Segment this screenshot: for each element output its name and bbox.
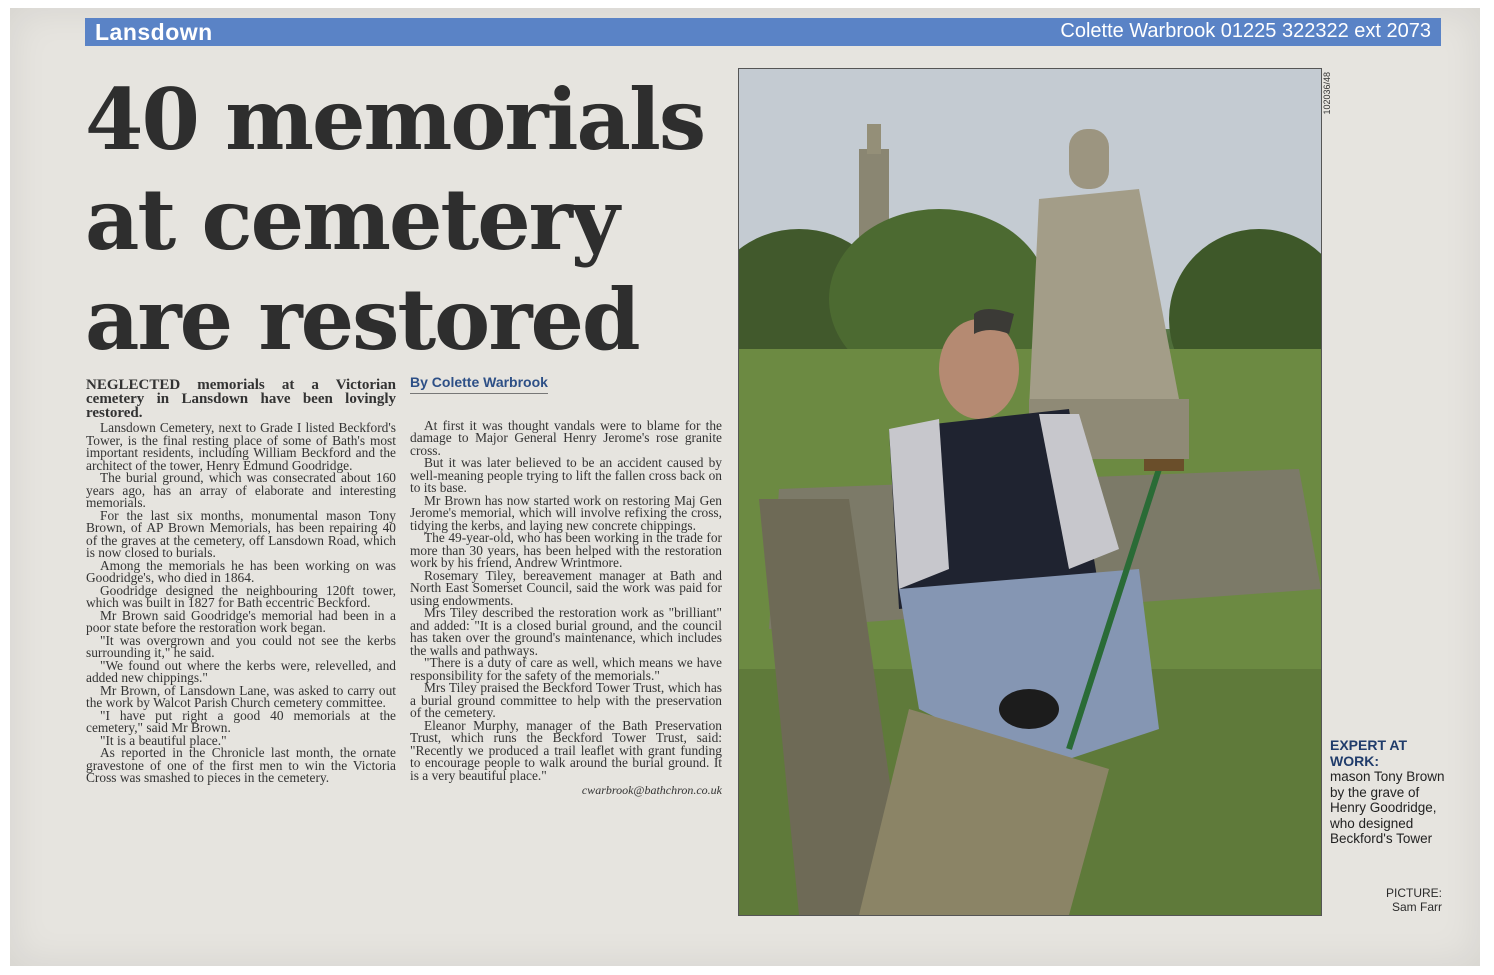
paragraph: "I have put right a good 40 memorials at the cemetery," said Mr Brown. <box>86 707 396 735</box>
headline-line-1: 40 memorials <box>85 70 705 169</box>
section-banner <box>85 18 1441 46</box>
paragraph: Mr Brown said Goodridge's memorial had been in a poor state before the restoration work began. <box>86 607 396 635</box>
article-column-1 <box>86 378 396 785</box>
paragraph: "It is a beautiful place." <box>100 732 227 748</box>
credit-label: PICTURE: <box>1385 886 1442 900</box>
paragraph: Mr Brown has now started work on restoring Maj Gen Jerome's memorial, which will involve refixing the cross, tidying the kerbs, and laying new concrete chippings. <box>410 492 722 533</box>
paragraph: Among the memorials he has been working on was Goodridge's, who died in 1864. <box>86 557 396 585</box>
paragraph: The 49-year-old, who has been working in the trade for more than 30 years, has been helped with the restoration work by his friend, Andrew Wrintmore. <box>410 530 722 570</box>
paragraph: "We found out where the kerbs were, relevelled, and added new chippings." <box>86 657 396 685</box>
paragraph: Eleanor Murphy, manager of the Bath Preservation Trust, which runs the Beckford Tower Trust, said: "Recently we produced a trail leaflet with grant funding to encourage people to walk around the burial ground. It is a very beautiful place." <box>410 717 722 783</box>
photo-caption <box>1330 738 1445 847</box>
caption-title: EXPERT AT WORK: <box>1330 737 1408 769</box>
reporter-contact: Colette Warbrook 01225 322322 ext 2073 <box>1060 20 1431 42</box>
paragraph: The burial ground, which was consecrated about 160 years ago, has an array of elaborate and interesting memorials. <box>86 470 396 510</box>
paragraph: Goodridge designed the neighbouring 120ft tower, which was built in 1827 for Bath eccentric Beckford. <box>86 582 396 610</box>
headline-line-3: are restored <box>85 270 639 369</box>
reporter-email: cwarbrook@bathchron.co.uk <box>581 783 722 797</box>
paragraph: Mr Brown, of Lansdown Lane, was asked to carry out the work by Walcot Parish Church cemetery committee. <box>86 682 396 710</box>
photo-illustration <box>739 69 1321 915</box>
headline-line-2: at cemetery <box>85 170 618 269</box>
credit-name: Sam Farr <box>1391 900 1442 914</box>
paragraph: Mrs Tiley praised the Beckford Tower Trust, which has a burial ground committee to help with the preservation of the cemetery. <box>410 680 722 720</box>
paragraph: At first it was thought vandals were to blame for the damage to Major General Henry Jerome's rose granite cross. <box>410 417 722 458</box>
paragraph: For the last six months, monumental mason Tony Brown, of AP Brown Memorials, has been repairing 40 of the graves at the cemetery, off Lansdown Road, which is now closed to burials. <box>86 507 396 560</box>
paragraph: "It was overgrown and you could not see the kerbs surrounding it," he said. <box>86 632 396 660</box>
paragraph: Mrs Tiley described the restoration work as "brilliant" and added: "It is a closed burial ground, and the council has taken over the ground's maintenance, which includes the walls and pathways. <box>410 605 722 658</box>
section-name: Lansdown <box>95 19 213 45</box>
photo-credit <box>1350 886 1442 914</box>
paragraph: "There is a duty of care as well, which means we have responsibility for the safety of the memorials." <box>410 655 722 683</box>
article-photo <box>738 68 1322 916</box>
paragraph: As reported in the Chronicle last month, the ornate gravestone of one of the first men to win the Victoria Cross was smashed to pieces in the cemetery. <box>86 745 396 785</box>
paragraph: But it was later believed to be an accident caused by well-meaning people trying to lift the fallen cross back on to its base. <box>410 455 722 495</box>
photo-reference-code: 102036/48 <box>1322 72 1332 115</box>
byline: By Colette Warbrook <box>410 376 548 394</box>
paragraph: Lansdown Cemetery, next to Grade I listed Beckford's Tower, is the final resting place of some of Bath's most important residents, including William Beckford and the architect of the tower, Henry Edmund Goodridge. <box>86 420 396 473</box>
article-lead: NEGLECTED memorials at a Victorian cemetery in Lansdown have been lovingly restored. <box>86 377 396 421</box>
headline <box>85 70 735 370</box>
article-column-2 <box>410 376 722 797</box>
paragraph: Rosemary Tiley, bereavement manager at Bath and North East Somerset Council, said the work was paid for using endowments. <box>410 567 722 608</box>
caption-text: mason Tony Brown by the grave of Henry Goodridge, who designed Beckford's Tower <box>1330 769 1445 846</box>
